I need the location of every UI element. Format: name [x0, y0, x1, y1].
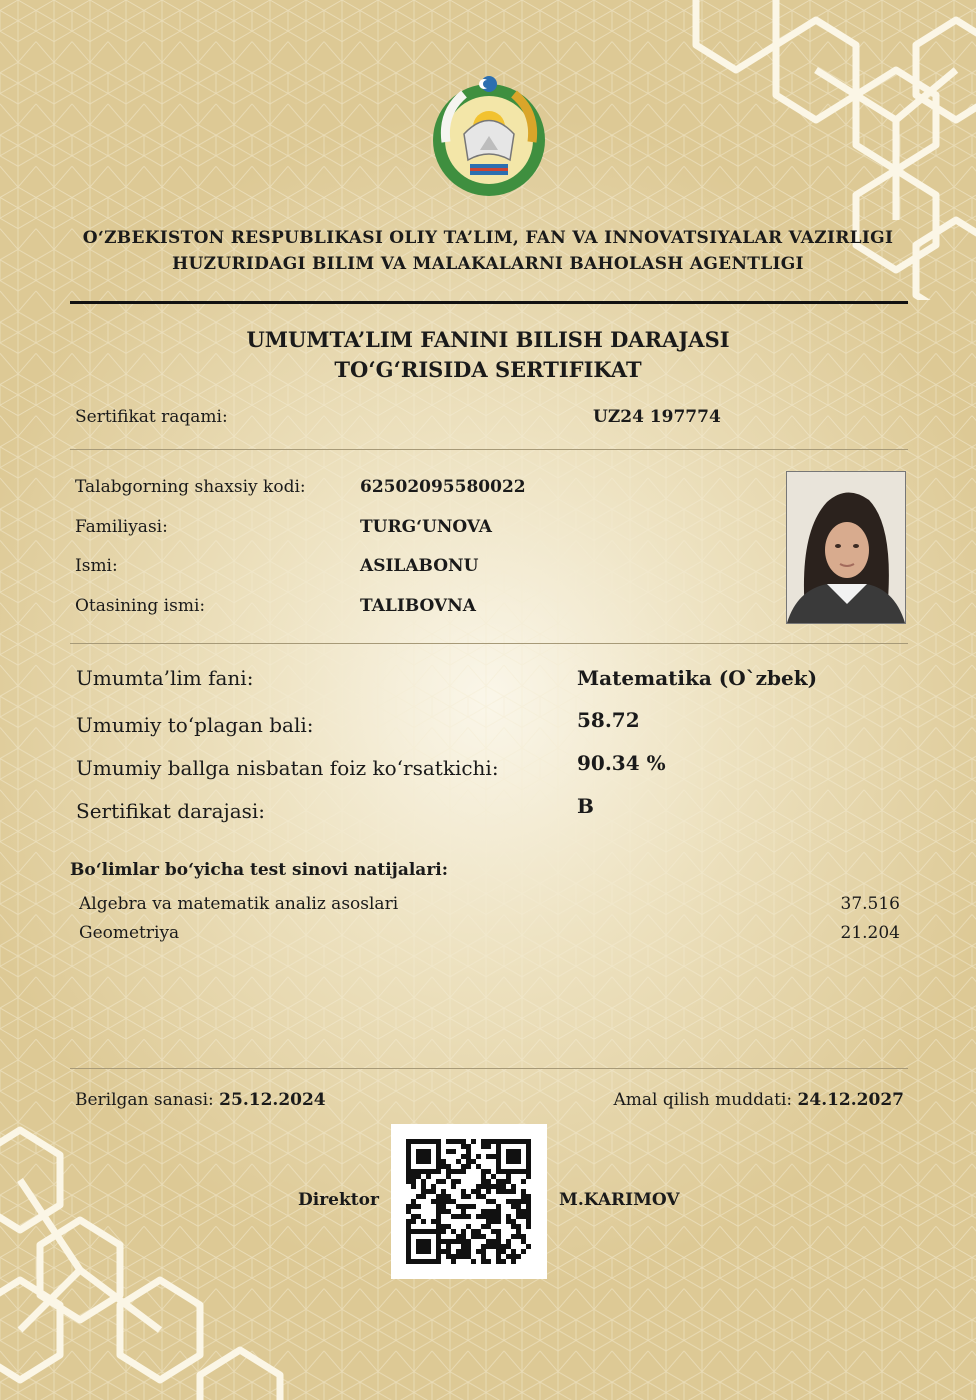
- certificate-title-line-2: TO‘G‘RISIDA SERTIFIKAT: [334, 357, 642, 382]
- certificate-number-label: Sertifikat raqami:: [75, 407, 228, 427]
- subject-label: Umumta’lim fani:: [76, 666, 254, 690]
- divider-line: [70, 449, 908, 450]
- percent-value: 90.34 %: [577, 751, 666, 775]
- personal-code-label: Talabgorning shaxsiy kodi:: [75, 477, 306, 497]
- qr-code-icon[interactable]: [391, 1124, 547, 1279]
- sections-title: Bo‘limlar bo‘yicha test sinovi natijalari:: [70, 860, 449, 880]
- divider-line: [70, 1068, 908, 1069]
- certificate-number-value: UZ24 197774: [593, 407, 721, 427]
- state-emblem-icon: [424, 72, 554, 202]
- patronymic-label: Otasining ismi:: [75, 596, 206, 616]
- divider-line: [70, 643, 908, 644]
- section-row-name: Algebra va matematik analiz asoslari: [79, 894, 399, 914]
- person-silhouette-icon: [787, 472, 905, 623]
- header-ministry-line-2: HUZURIDAGI BILIM VA MALAKALARNI BAHOLASH AGENTLIGI: [172, 254, 804, 274]
- certificate-level-label: Sertifikat darajasi:: [76, 799, 266, 823]
- surname-label: Familiyasi:: [75, 517, 168, 537]
- total-score-label: Umumiy to‘plagan bali:: [76, 713, 314, 737]
- applicant-photo: [786, 471, 906, 624]
- director-name: M.KARIMOV: [559, 1190, 680, 1210]
- header-divider: [70, 301, 908, 304]
- first-name-value: ASILABONU: [360, 556, 479, 576]
- header-ministry-line-1: O‘ZBEKISTON RESPUBLIKASI OLIY TA’LIM, FAN VA INNOVATSIYALAR VAZIRLIGI: [82, 228, 894, 248]
- issued-date-value: 25.12.2024: [219, 1090, 326, 1110]
- section-row-name: Geometriya: [79, 923, 180, 943]
- issued-date: [75, 1090, 326, 1110]
- patronymic-value: TALIBOVNA: [360, 596, 476, 616]
- valid-until-date: [614, 1090, 904, 1110]
- valid-until-label: Amal qilish muddati:: [613, 1090, 793, 1110]
- certificate-level-value: B: [577, 794, 594, 818]
- subject-value: Matematika (O`zbek): [577, 666, 818, 690]
- surname-value: TURG‘UNOVA: [360, 517, 492, 537]
- percent-label: Umumiy ballga nisbatan foiz ko‘rsatkichi:: [76, 756, 499, 780]
- corner-ornament-bottom-left: [0, 1110, 310, 1400]
- issued-date-label: Berilgan sanasi:: [75, 1090, 214, 1110]
- section-row-score: 37.516: [840, 894, 900, 914]
- qr-code-graphic: [391, 1124, 547, 1279]
- personal-code-value: 62502095580022: [360, 477, 526, 497]
- total-score-value: 58.72: [577, 708, 640, 732]
- director-title: Direktor: [298, 1190, 379, 1210]
- certificate-title-line-1: UMUMTA’LIM FANINI BILISH DARAJASI: [246, 327, 730, 352]
- valid-until-value: 24.12.2027: [797, 1090, 904, 1110]
- section-row-score: 21.204: [840, 923, 900, 943]
- first-name-label: Ismi:: [75, 556, 118, 576]
